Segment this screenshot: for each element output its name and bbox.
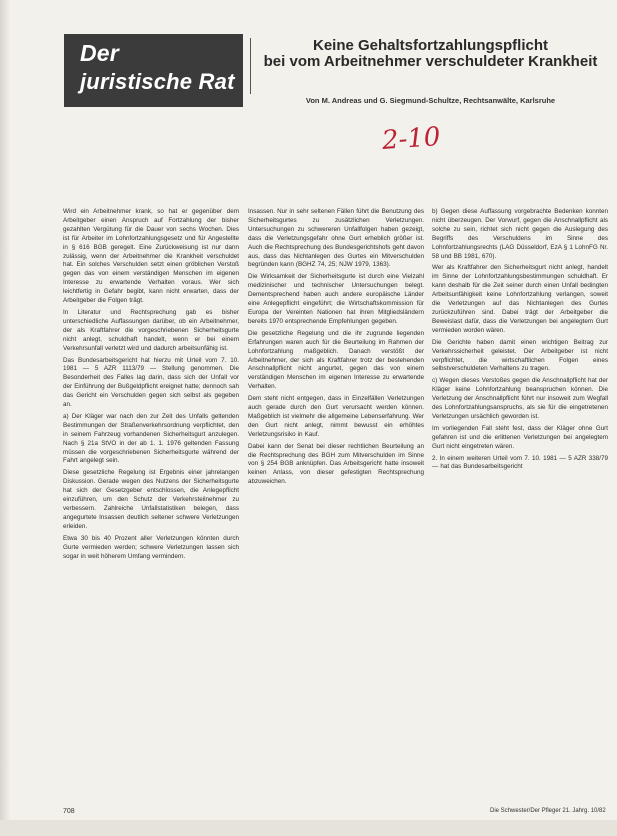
paragraph: In Literatur und Rechtsprechung gab es bisher unterschiedliche Auffassungen darüber, ob ein Arbeitnehmer, der als Kraftfahrer die vorgeschriebenen Sicherheitsgurte nicht anlegt, schuldhaft handelt, wenn er bei einem Verkehrsunfall verletzt wird und dadurch arbeitsunfähig ist.	[63, 308, 239, 352]
paragraph: Dem steht nicht entgegen, dass in Einzelfällen Verletzungen auch gerade durch den Gurt verursacht werden können. Maßgeblich ist vielmehr die allgemeine Lebenserfahrung. Wer den Gurt nicht anlegt, nimmt bewusst ein erhöhtes Verletzungsrisiko in Kauf.	[248, 395, 424, 438]
rubric-line-1: Der	[80, 40, 119, 66]
paragraph: Die Wirksamkeit der Sicherheitsgurte ist durch eine Vielzahl medizinischer und technischer Untersuchungen belegt. Dementsprechend haben auch andere europäische Länder eine Anlegepflicht eingeführt; die Wirtschaftskommission für Europa der Vereinten Nationen hat ihren Mitgliedsländern bereits 1970 entsprechende Empfehlungen gegeben.	[248, 273, 424, 325]
paragraph: Insassen. Nur in sehr seltenen Fällen führt die Benutzung des Sicherheitsgurtes zu zusätzlichen Verletzungen. Untersuchungen zu schwereren Unfallfolgen haben gezeigt, dass die Verletzungsgefahr ohne Gurt erheblich größer ist. Auch die Rechtsprechung des Bundesgerichtshofs geht davon aus, dass das Nichtanlegen des Gurtes ein Mitverschulden begründen kann (BGHZ 74, 25; NJW 1979, 1363).	[248, 208, 424, 269]
paragraph: Etwa 30 bis 40 Prozent aller Verletzungen könnten durch Gurte vermieden werden; schwere Verletzungen lassen sich sogar in weit höherem Umfang vermindern.	[63, 534, 239, 560]
paragraph: Das Bundesarbeitsgericht hat hierzu mit Urteil vom 7. 10. 1981 — 5 AZR 1113/79 — Stellung genommen. Die Besonderheit des Falles lag darin, dass sich der Unfall vor der Einführung der Bußgeldpflicht ereignet hatte; dennoch sah das Gericht ein Verschulden gegen sich selbst als gegeben an.	[63, 356, 239, 409]
text-column-3	[432, 208, 608, 475]
paragraph: Die gesetzliche Regelung und die ihr zugrunde liegenden Erfahrungen waren auch für die Beurteilung im Rahmen der Lohnfortzahlung maßgeblich. Danach verstößt der Arbeitnehmer, der sich als Kraftfahrer trotz der bestehenden Anschnallpflicht nicht angurtet, gegen das von einem verständigen Menschen im eigenen Interesse zu erwartende Verhalten.	[248, 329, 424, 391]
paragraph: a) Der Kläger war nach den zur Zeit des Unfalls geltenden Bestimmungen der Straßenverkehrsordnung verpflichtet, den in seinem Fahrzeug vorhandenen Sicherheitsgurt anzulegen. Nach § 21a StVO in der ab 1. 1. 1976 geltenden Fassung müssen die vorgeschriebenen Sicherheitsgurte während der Fahrt angelegt sein.	[63, 412, 239, 465]
text-column-1	[63, 208, 239, 564]
rubric-line-2: juristische Rat	[80, 69, 235, 94]
paragraph: Im vorliegenden Fall steht fest, dass der Kläger ohne Gurt gefahren ist und die erlittenen Verletzungen bei angelegtem Gurt nicht eingetreten wären.	[432, 424, 608, 450]
rubric-box	[64, 34, 243, 107]
paragraph: c) Wegen dieses Verstoßes gegen die Anschnallpflicht hat der Kläger keine Lohnfortzahlung beanspruchen können. Die Verletzung der Anschnallpflicht führt nur insoweit zum Wegfall des Lohnfortzahlungsanspruchs, als sie für die eingetretenen Verletzungen ursächlich geworden ist.	[432, 377, 608, 420]
header-divider	[250, 38, 251, 94]
handwritten-annotation: 2-10	[381, 121, 442, 157]
article-title-line-1: Keine Gehaltsfortzahlungspflicht	[312, 37, 549, 54]
paragraph: 2. In einem weiteren Urteil vom 7. 10. 1981 — 5 AZR 338/79 — hat das Bundesarbeitsgericht	[432, 454, 608, 471]
paragraph: Diese gesetzliche Regelung ist Ergebnis einer jahrelangen Diskussion. Gerade wegen des Nutzens der Sicherheitsgurte hat sich der Gesetzgeber entschlossen, die Anlegepflicht einzuführen, um den Schutz der Verkehrsteilnehmer zu verbessern. Zahlreiche Unfallstatistiken belegen, dass angegurtete Insassen deutlich seltener schwere Verletzungen erleiden.	[63, 469, 239, 530]
article-title	[258, 38, 603, 70]
paragraph: Dabei kann der Senat bei dieser rechtlichen Beurteilung an die Rechtsprechung des BGH zum Mitverschulden im Sinne von § 254 BGB anknüpfen. Das Arbeitsgericht hatte insoweit keinen Anlass, von dieser gefestigten Rechtsprechung abzuweichen.	[248, 442, 424, 486]
text-column-2	[248, 208, 424, 490]
paragraph: Wer als Kraftfahrer den Sicherheitsgurt nicht anlegt, handelt im Sinne der Lohnfortzahlungsbestimmungen schuldhaft. Er kann deshalb für die Zeit seiner durch einen Unfall bedingten Arbeitsunfähigkeit keine Lohnfortzahlung verlangen, soweit die Verletzungen auf das Nichtanlegen des Gurtes zurückzuführen sind. Dabei trägt der Arbeitgeber die Beweislast dafür, dass die Verletzungen bei angelegtem Gurt vermieden worden wären.	[432, 264, 608, 334]
article-title-line-2: bei vom Arbeitnehmer verschuldeter Krankheit	[263, 53, 598, 70]
scan-bottom-edge	[0, 820, 617, 836]
page-number: 708	[63, 808, 75, 815]
page-fold-shadow	[0, 0, 10, 836]
paragraph: Die Gerichte haben damit einen wichtigen Beitrag zur Verkehrssicherheit geleistet. Der Arbeitgeber ist nicht verpflichtet, die wirtschaftlichen Folgen eines selbstverschuldeten Verhaltens zu tragen.	[432, 338, 608, 373]
paragraph: Wird ein Arbeitnehmer krank, so hat er gegenüber dem Arbeitgeber einen Anspruch auf Fortzahlung der bisher gezahlten Vergütung für die Dauer von sechs Wochen. Dies ist für Arbeiter im Lohnfortzahlungsgesetz und für Angestellte in § 616 BGB geregelt. Eine Zurückweisung ist nur dann zulässig, wenn der Arbeitnehmer die Krankheit verschuldet hat. Ein solches Verschulden setzt einen gröblichen Verstoß gegen das von einem verständigen Menschen im eigenen Interesse zu erwartende Verhalten voraus. Wer sich leichtfertig in Gefahr begibt, kann nicht erwarten, dass der Arbeitgeber die Folgen trägt.	[63, 208, 239, 305]
paragraph: b) Gegen diese Auffassung vorgebrachte Bedenken konnten nicht überzeugen. Der Vorwurf, gegen die Anschnallpflicht als solche zu sein, richtet sich nicht gegen die Auslegung des Begriffs des Verschuldens im Sinne des Lohnfortzahlungsrechts (LAG Düsseldorf, EzA § 1 LohnFG Nr. 58 und BB 1981, 670).	[432, 208, 608, 260]
article-authors: Von M. Andreas und G. Siegmund-Schultze, Rechtsanwälte, Karlsruhe	[305, 96, 556, 105]
journal-footer: Die Schwester/Der Pfleger 21. Jahrg. 10/82	[490, 808, 606, 814]
